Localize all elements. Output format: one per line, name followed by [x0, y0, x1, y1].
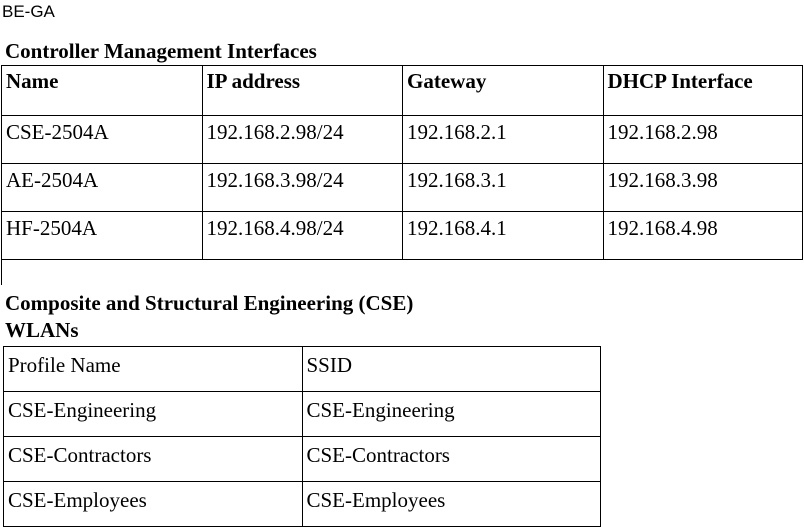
- cell-profile-name: CSE-Engineering: [4, 392, 303, 437]
- table-row: [4, 392, 601, 437]
- cell-ip-address: 192.168.2.98/24: [202, 116, 403, 164]
- cell-name: AE-2504A: [2, 164, 203, 212]
- wlan-heading-line2: WLANs: [5, 318, 79, 342]
- table-header-row: [4, 347, 601, 392]
- header-profile-name: Profile Name: [4, 347, 303, 392]
- header-ip-address: IP address: [202, 66, 403, 116]
- cell-dhcp-interface: 192.168.3.98: [603, 164, 803, 212]
- cell-dhcp-interface: 192.168.4.98: [603, 212, 803, 260]
- document-label: BE-GA: [2, 2, 55, 21]
- cell-name: HF-2504A: [2, 212, 203, 260]
- cell-ssid: CSE-Employees: [302, 482, 601, 527]
- cell-gateway: 192.168.2.1: [403, 116, 604, 164]
- header-gateway: Gateway: [403, 66, 604, 116]
- cell-dhcp-interface: 192.168.2.98: [603, 116, 803, 164]
- cell-ip-address: 192.168.4.98/24: [202, 212, 403, 260]
- table-row: [4, 437, 601, 482]
- cell-profile-name: CSE-Contractors: [4, 437, 303, 482]
- wlan-heading-line1: Composite and Structural Engineering (CSE): [5, 291, 414, 315]
- left-margin-rule: [1, 255, 2, 285]
- management-heading: Controller Management Interfaces: [5, 39, 317, 63]
- cell-gateway: 192.168.3.1: [403, 164, 604, 212]
- cell-ip-address: 192.168.3.98/24: [202, 164, 403, 212]
- header-ssid: SSID: [302, 347, 601, 392]
- cell-gateway: 192.168.4.1: [403, 212, 604, 260]
- table-row: [2, 116, 803, 164]
- wlans-table: [3, 346, 601, 527]
- cell-ssid: CSE-Contractors: [302, 437, 601, 482]
- table-row: [2, 212, 803, 260]
- header-name: Name: [2, 66, 203, 116]
- cell-name: CSE-2504A: [2, 116, 203, 164]
- table-header-row: [2, 66, 803, 116]
- table-row: [2, 164, 803, 212]
- cell-ssid: CSE-Engineering: [302, 392, 601, 437]
- header-dhcp-interface: DHCP Interface: [603, 66, 803, 116]
- management-interfaces-table: [1, 65, 803, 260]
- table-row: [4, 482, 601, 527]
- cell-profile-name: CSE-Employees: [4, 482, 303, 527]
